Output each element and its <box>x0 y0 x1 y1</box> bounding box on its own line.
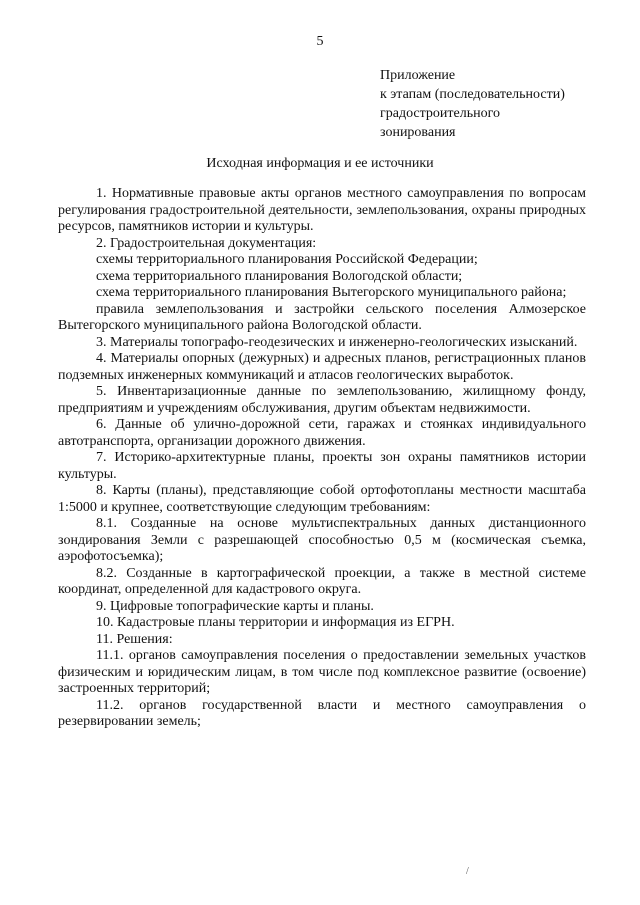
paragraph-3: 3. Материалы топографо-геодезических и инженерно-геологических изысканий. <box>96 334 578 350</box>
paragraph-7: 7. Историко-архитектурные планы, проекты зон охраны памятников истории культуры. <box>58 450 586 482</box>
paragraph-4: 4. Материалы опорных (дежурных) и адресных планов, регистрационных планов подземных инженерных коммуникаций и атласов геологических выработок. <box>58 351 586 383</box>
paragraph-5: 5. Инвентаризационные данные по землепользованию, жилищному фонду, предприятиям и учреждениям обслуживания, другим объектам недвижимости. <box>58 384 586 416</box>
paragraph-2-item: схема территориального планирования Вытегорского муниципального района; <box>96 285 567 300</box>
paragraph-2-item: правила землепользования и застройки сельского поселения Алмозерское Вытегорского муниципального района Вологодской области. <box>58 301 586 333</box>
appendix-line: к этапам (последовательности) <box>380 87 565 102</box>
document-body <box>58 186 586 731</box>
paragraph-10: 10. Кадастровые планы территории и информация из ЕГРН. <box>96 615 455 630</box>
appendix-line: градостроительного <box>380 106 501 121</box>
paragraph-2-item: схема территориального планирования Вологодской области; <box>96 268 463 284</box>
paragraph-11-1: 11.1. органов самоуправления поселения о предоставлении земельных участков физическим и юридическим лицам, в том числе под комплексное развитие (освоение) застроенных территорий; <box>58 648 586 696</box>
appendix-line: Приложение <box>380 68 456 83</box>
paragraph-8-1: 8.1. Созданные на основе мультиспектральных данных дистанционного зондирования Земли с разрешающей способностью 0,5 м (космическая съемка, аэрофотосъемка); <box>58 516 586 564</box>
paragraph-8-2: 8.2. Созданные в картографической проекции, а также в местной системе координат, определенной для кадастрового округа. <box>58 565 586 597</box>
paragraph-11: 11. Решения: <box>96 631 173 647</box>
paragraph-8: 8. Карты (планы), представляющие собой ортофотопланы местности масштаба 1:5000 и крупнее, соответствующие следующим требованиям: <box>58 483 586 515</box>
paragraph-11-2: 11.2. органов государственной власти и местного самоуправления о резервировании земель; <box>58 697 586 729</box>
paragraph-1: 1. Нормативные правовые акты органов местного самоуправления по вопросам регулирования градостроительной деятельности, землепользования, охраны природных ресурсов, памятников истории и культуры. <box>58 186 586 234</box>
paragraph-2: 2. Градостроительная документация: <box>96 235 317 251</box>
appendix-note <box>380 66 565 142</box>
paragraph-6: 6. Данные об улично-дорожной сети, гаражах и стоянках индивидуального автотранспорта, организации дорожного движения. <box>58 417 586 449</box>
page-number: 5 <box>316 34 324 49</box>
scan-mark: / <box>466 866 469 877</box>
paragraph-2-item: схемы территориального планирования Российской Федерации; <box>96 252 478 267</box>
document-title: Исходная информация и ее источники <box>206 156 434 171</box>
paragraph-9: 9. Цифровые топографические карты и планы. <box>96 598 374 614</box>
appendix-line: зонирования <box>380 125 456 140</box>
